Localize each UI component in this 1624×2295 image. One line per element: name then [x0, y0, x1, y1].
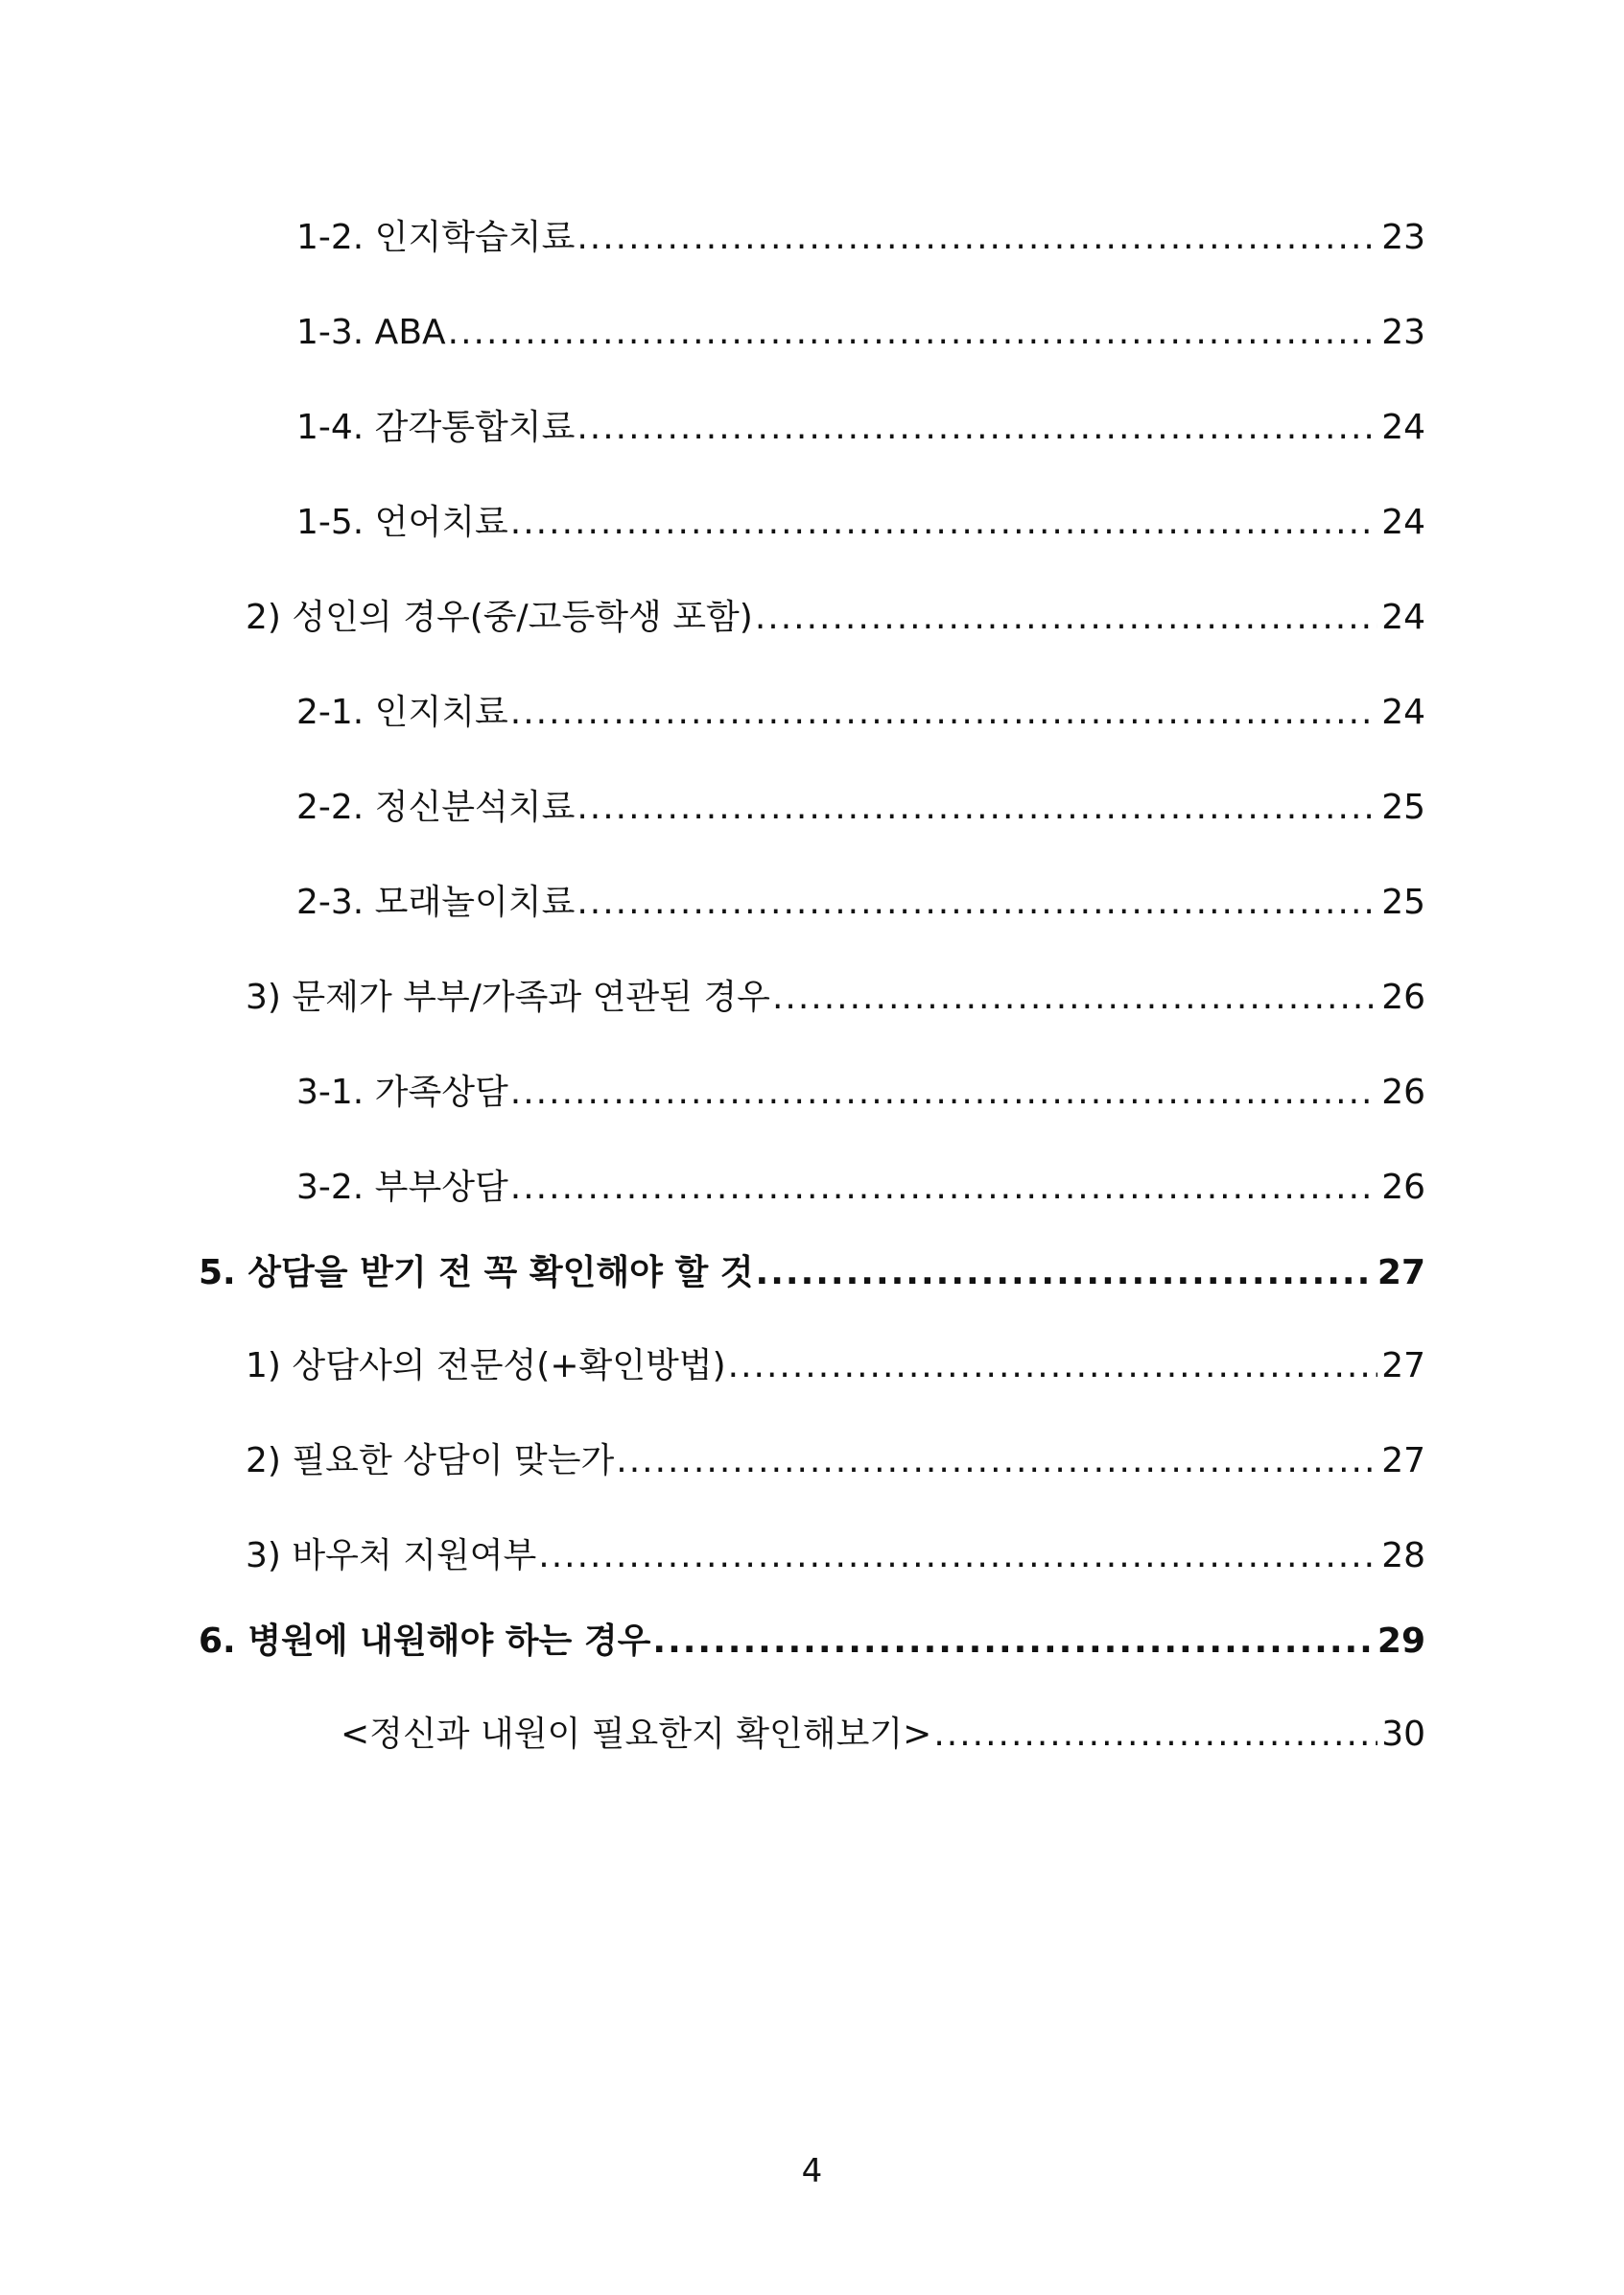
toc-page-number: 29 — [1377, 1621, 1425, 1661]
toc-page-number: 27 — [1381, 1441, 1425, 1480]
dot-leader — [755, 589, 1377, 647]
dot-leader — [652, 1613, 1373, 1670]
dot-leader — [510, 1159, 1377, 1217]
toc-entry[interactable] — [296, 304, 1425, 362]
toc-entry[interactable] — [296, 1159, 1425, 1217]
dot-leader — [577, 209, 1377, 267]
toc-page-number: 30 — [1381, 1715, 1425, 1754]
toc-entry[interactable] — [296, 209, 1425, 267]
toc-entry[interactable] — [296, 779, 1425, 837]
toc-entry-title: 3) 바우처 지원여부 — [246, 1536, 537, 1575]
toc-entry-title: 2-1. 인지치료 — [296, 693, 508, 732]
toc-entry-title: 3-1. 가족상담 — [296, 1073, 508, 1112]
toc-entry-title: 2) 필요한 상담이 맞는가 — [246, 1441, 615, 1480]
toc-entry[interactable] — [246, 969, 1425, 1027]
toc-entry[interactable] — [296, 1064, 1425, 1122]
dot-leader — [448, 304, 1378, 362]
toc-entry[interactable] — [296, 399, 1425, 457]
toc-entry[interactable] — [246, 1527, 1425, 1585]
toc-entry-title: 1-4. 감각통합치료 — [296, 408, 576, 447]
toc-page-number: 26 — [1381, 1073, 1425, 1112]
dot-leader — [510, 1064, 1377, 1122]
toc-page-number: 28 — [1381, 1536, 1425, 1575]
toc-entry[interactable] — [341, 1706, 1425, 1763]
dot-leader — [577, 874, 1377, 932]
toc-entry[interactable] — [246, 1432, 1425, 1490]
dot-leader — [510, 494, 1377, 552]
toc-entry-title: <정신과 내원이 필요한지 확인해보기> — [341, 1715, 932, 1754]
toc-page-number: 26 — [1381, 978, 1425, 1017]
toc-entry-title: 1-5. 언어치료 — [296, 503, 508, 542]
toc-page-number: 25 — [1381, 788, 1425, 827]
toc-entry-section[interactable] — [199, 1613, 1425, 1670]
toc-entry-title: 1) 상담사의 전문성(+확인방법) — [246, 1346, 726, 1385]
toc-entry-title: 5. 상담을 받기 전 꼭 확인해야 할 것 — [199, 1253, 754, 1292]
toc-entry-title: 2-3. 모래놀이치료 — [296, 883, 576, 922]
dot-leader — [756, 1244, 1374, 1302]
toc-entry[interactable] — [246, 589, 1425, 647]
dot-leader — [616, 1432, 1377, 1490]
toc-page-number: 24 — [1381, 503, 1425, 542]
toc-entry[interactable] — [296, 684, 1425, 742]
toc-page-number: 24 — [1381, 408, 1425, 447]
toc-entry[interactable] — [296, 494, 1425, 552]
toc-entry[interactable] — [246, 1337, 1425, 1395]
dot-leader — [577, 779, 1377, 837]
toc-page-number: 27 — [1377, 1253, 1425, 1292]
toc-page-number: 26 — [1381, 1168, 1425, 1207]
toc-page-number: 27 — [1381, 1346, 1425, 1385]
dot-leader — [728, 1337, 1378, 1395]
dot-leader — [577, 399, 1377, 457]
toc-entry[interactable] — [296, 874, 1425, 932]
toc-page-number: 24 — [1381, 598, 1425, 637]
page-number: 4 — [801, 2152, 823, 2190]
dot-leader — [933, 1706, 1377, 1763]
toc-entry-title: 2-2. 정신분석치료 — [296, 788, 576, 827]
toc-entry-title: 1-2. 인지학습치료 — [296, 218, 576, 257]
toc-entry-title: 3-2. 부부상담 — [296, 1168, 508, 1207]
toc-page-number: 24 — [1381, 693, 1425, 732]
toc-entry-title: 2) 성인의 경우(중/고등학생 포함) — [246, 598, 753, 637]
toc-entry-section[interactable] — [199, 1244, 1425, 1302]
toc-entry-title: 1-3. ABA — [296, 313, 446, 352]
dot-leader — [538, 1527, 1377, 1585]
toc-page-number: 25 — [1381, 883, 1425, 922]
toc-page-number: 23 — [1381, 313, 1425, 352]
toc-page-number: 23 — [1381, 218, 1425, 257]
toc-entry-title: 3) 문제가 부부/가족과 연관된 경우 — [246, 978, 770, 1017]
toc-entry-title: 6. 병원에 내원해야 하는 경우 — [199, 1621, 651, 1661]
dot-leader — [510, 684, 1377, 742]
dot-leader — [772, 969, 1377, 1027]
